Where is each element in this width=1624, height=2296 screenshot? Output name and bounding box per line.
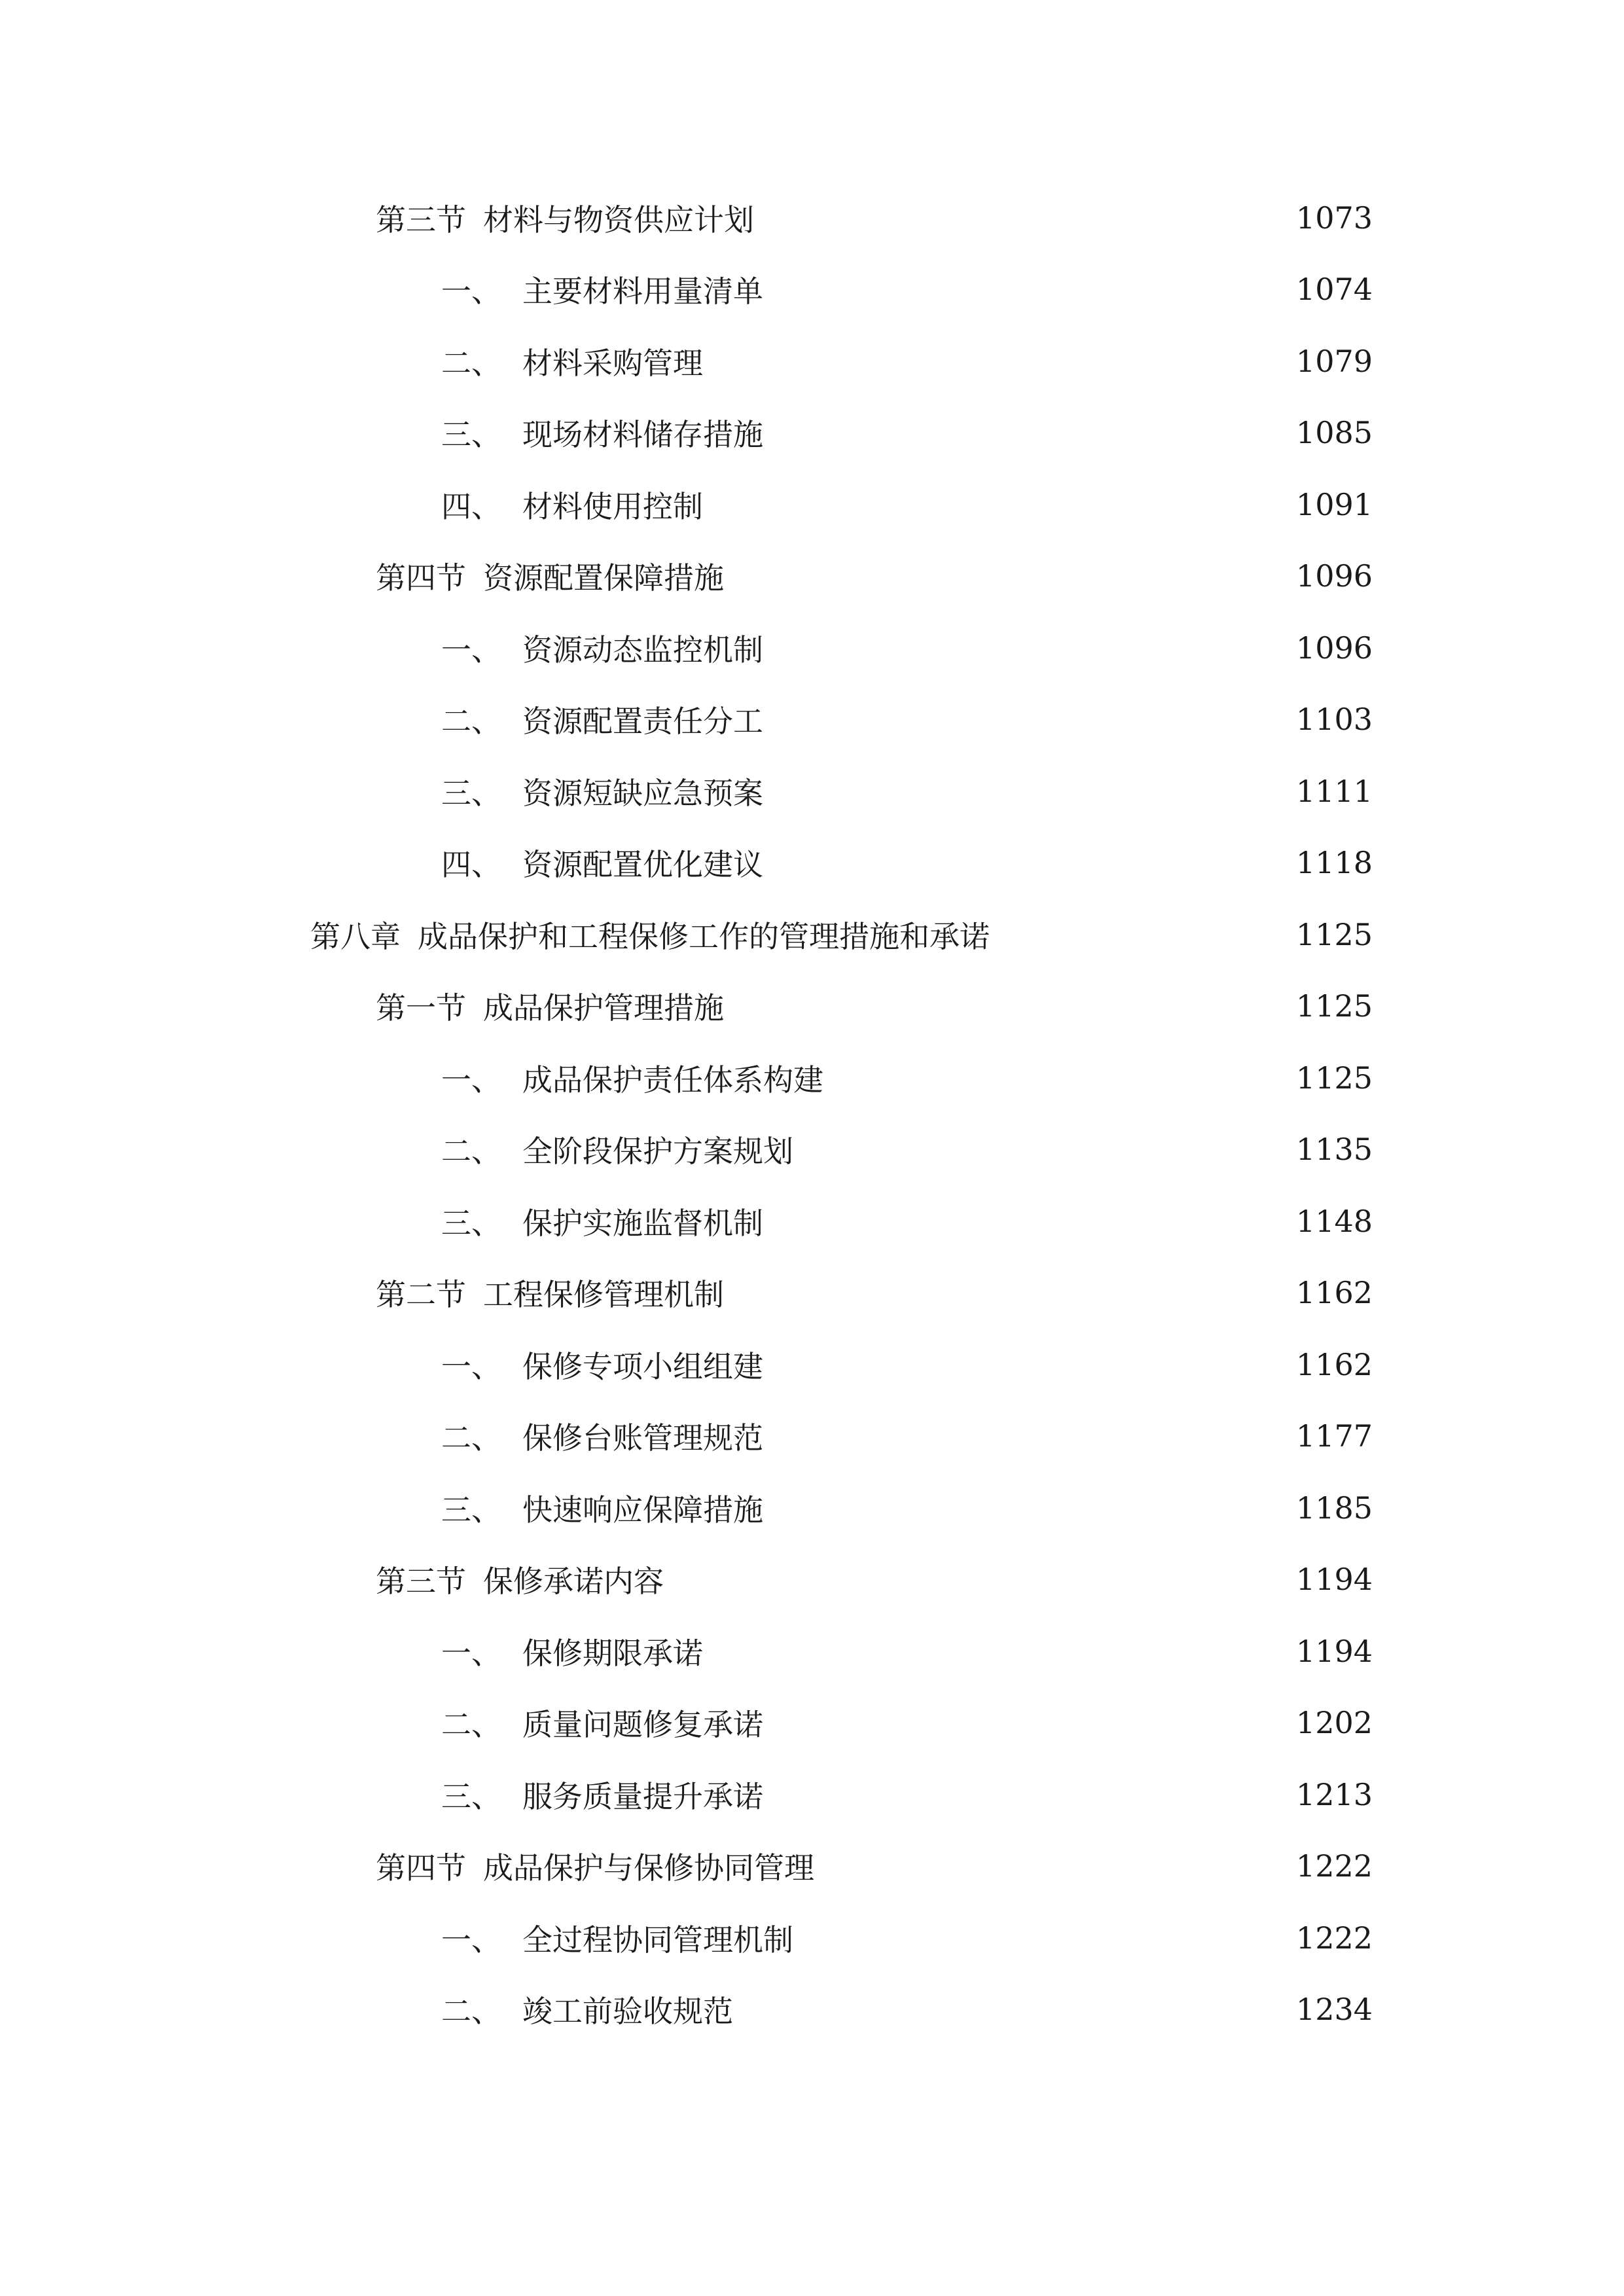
entry-title: 全过程协同管理机制	[522, 1922, 793, 1958]
entry-page-number: 1177	[1295, 1418, 1373, 1454]
entry-page-number: 1234	[1295, 1992, 1373, 2027]
entry-page-number: 1222	[1295, 1848, 1373, 1884]
dot-leader	[733, 980, 1282, 1032]
entry-prefix: 第八章	[310, 919, 401, 954]
entry-page-number: 1103	[1295, 702, 1373, 737]
dot-leader	[712, 335, 1282, 387]
entry-page-number: 1111	[1295, 774, 1373, 809]
entry-page-number: 1085	[1295, 415, 1373, 450]
toc-entry-item[interactable]	[441, 1410, 1373, 1462]
dot-leader	[712, 1625, 1282, 1677]
toc-entry-item[interactable]	[441, 406, 1373, 459]
dot-leader	[712, 478, 1282, 531]
entry-page-number: 1125	[1295, 917, 1373, 952]
entry-prefix: 三、	[441, 1779, 501, 1814]
entry-prefix: 三、	[441, 776, 501, 811]
entry-prefix: 第三节	[376, 1564, 466, 1599]
entry-prefix: 四、	[441, 489, 501, 524]
entry-prefix: 二、	[441, 1994, 501, 2029]
toc-entry-section[interactable]	[376, 980, 1373, 1032]
dot-leader	[833, 1052, 1282, 1104]
entry-prefix: 一、	[441, 1636, 501, 1671]
entry-title: 成品保护管理措施	[483, 990, 724, 1026]
dot-leader	[772, 1696, 1282, 1749]
entry-page-number: 1222	[1295, 1920, 1373, 1956]
entry-prefix: 二、	[441, 704, 501, 739]
toc-entry-item[interactable]	[441, 1696, 1373, 1749]
entry-prefix: 三、	[441, 1492, 501, 1528]
toc-entry-item[interactable]	[441, 263, 1373, 315]
entry-title: 保修专项小组组建	[522, 1349, 763, 1384]
toc-entry-item[interactable]	[441, 836, 1373, 889]
entry-page-number: 1125	[1295, 1060, 1373, 1096]
dot-leader	[772, 1195, 1282, 1247]
toc-entry-item[interactable]	[441, 1338, 1373, 1391]
entry-prefix: 第四节	[376, 1850, 466, 1886]
entry-page-number: 1096	[1295, 630, 1373, 666]
entry-title: 竣工前验收规范	[522, 1994, 733, 2029]
toc-entry-item[interactable]	[441, 693, 1373, 745]
entry-prefix: 二、	[441, 346, 501, 381]
entry-title: 快速响应保障措施	[522, 1492, 763, 1528]
entry-prefix: 三、	[441, 417, 501, 452]
toc-entry-chapter[interactable]	[310, 908, 1373, 961]
dot-leader	[999, 908, 1282, 961]
entry-title: 保修台账管理规范	[522, 1420, 763, 1456]
entry-prefix: 二、	[441, 1134, 501, 1169]
toc-entry-item[interactable]	[441, 335, 1373, 387]
dot-leader	[803, 1912, 1282, 1964]
entry-page-number: 1135	[1295, 1132, 1373, 1167]
dot-leader	[772, 765, 1282, 817]
entry-title: 质量问题修复承诺	[522, 1707, 763, 1742]
entry-page-number: 1194	[1295, 1562, 1373, 1597]
entry-prefix: 一、	[441, 1922, 501, 1958]
dot-leader	[742, 1983, 1282, 2036]
toc-entry-item[interactable]	[441, 765, 1373, 817]
entry-title: 主要材料用量清单	[522, 274, 763, 309]
entry-page-number: 1194	[1295, 1634, 1373, 1669]
entry-prefix: 第一节	[376, 990, 466, 1026]
toc-entry-item[interactable]	[441, 478, 1373, 531]
dot-leader	[772, 1410, 1282, 1462]
entry-title: 资源配置优化建议	[522, 847, 763, 882]
toc-entry-section[interactable]	[376, 1266, 1373, 1319]
entry-page-number: 1162	[1295, 1275, 1373, 1310]
entry-page-number: 1125	[1295, 988, 1373, 1024]
entry-page-number: 1148	[1295, 1204, 1373, 1239]
dot-leader	[733, 1266, 1282, 1319]
entry-title: 材料采购管理	[522, 346, 703, 381]
dot-leader	[823, 1840, 1282, 1892]
entry-prefix: 二、	[441, 1707, 501, 1742]
entry-prefix: 四、	[441, 847, 501, 882]
entry-page-number: 1185	[1295, 1490, 1373, 1526]
entry-prefix: 三、	[441, 1206, 501, 1241]
entry-title: 资源短缺应急预案	[522, 776, 763, 811]
entry-title: 资源配置责任分工	[522, 704, 763, 739]
toc-entry-item[interactable]	[441, 1482, 1373, 1534]
toc-entry-section[interactable]	[376, 550, 1373, 602]
toc-entry-item[interactable]	[441, 1052, 1373, 1104]
dot-leader	[733, 550, 1282, 602]
entry-title: 材料与物资供应计划	[483, 202, 754, 238]
entry-prefix: 二、	[441, 1420, 501, 1456]
toc-entry-item[interactable]	[441, 1123, 1373, 1175]
dot-leader	[763, 192, 1282, 244]
entry-prefix: 第三节	[376, 202, 466, 238]
toc-entry-item[interactable]	[441, 1625, 1373, 1677]
dot-leader	[772, 836, 1282, 889]
dot-leader	[673, 1553, 1282, 1605]
dot-leader	[772, 1482, 1282, 1534]
entry-page-number: 1118	[1295, 845, 1373, 880]
dot-leader	[772, 622, 1282, 674]
toc-entry-item[interactable]	[441, 1195, 1373, 1247]
entry-page-number: 1091	[1295, 487, 1373, 522]
dot-leader	[803, 1123, 1282, 1175]
dot-leader	[772, 693, 1282, 745]
entry-title: 全阶段保护方案规划	[522, 1134, 793, 1169]
entry-page-number: 1202	[1295, 1705, 1373, 1740]
toc-entry-section[interactable]	[376, 1553, 1373, 1605]
entry-page-number: 1073	[1295, 200, 1373, 236]
entry-title: 成品保护与保修协同管理	[483, 1850, 814, 1886]
entry-prefix: 第二节	[376, 1277, 466, 1312]
toc-entry-section[interactable]	[376, 192, 1373, 244]
entry-title: 材料使用控制	[522, 489, 703, 524]
entry-prefix: 一、	[441, 1349, 501, 1384]
toc-entry-item[interactable]	[441, 1768, 1373, 1821]
entry-title: 保护实施监督机制	[522, 1206, 763, 1241]
entry-prefix: 一、	[441, 632, 501, 668]
dot-leader	[772, 263, 1282, 315]
entry-title: 保修期限承诺	[522, 1636, 703, 1671]
dot-leader	[772, 1338, 1282, 1391]
entry-prefix: 一、	[441, 274, 501, 309]
entry-page-number: 1074	[1295, 272, 1373, 307]
entry-prefix: 第四节	[376, 560, 466, 596]
entry-page-number: 1213	[1295, 1777, 1373, 1812]
entry-prefix: 一、	[441, 1062, 501, 1098]
toc-entry-item[interactable]	[441, 1983, 1373, 2036]
entry-title: 工程保修管理机制	[483, 1277, 724, 1312]
entry-page-number: 1162	[1295, 1347, 1373, 1382]
entry-page-number: 1096	[1295, 558, 1373, 594]
dot-leader	[772, 1768, 1282, 1821]
toc-entry-item[interactable]	[441, 622, 1373, 674]
toc-entry-section[interactable]	[376, 1840, 1373, 1892]
entry-title: 成品保护责任体系构建	[522, 1062, 823, 1098]
toc-entry-item[interactable]	[441, 1912, 1373, 1964]
entry-title: 现场材料储存措施	[522, 417, 763, 452]
entry-title: 资源配置保障措施	[483, 560, 724, 596]
entry-title: 成品保护和工程保修工作的管理措施和承诺	[418, 919, 990, 954]
entry-title: 资源动态监控机制	[522, 632, 763, 668]
entry-title: 保修承诺内容	[483, 1564, 664, 1599]
entry-title: 服务质量提升承诺	[522, 1779, 763, 1814]
entry-page-number: 1079	[1295, 344, 1373, 379]
dot-leader	[772, 406, 1282, 459]
